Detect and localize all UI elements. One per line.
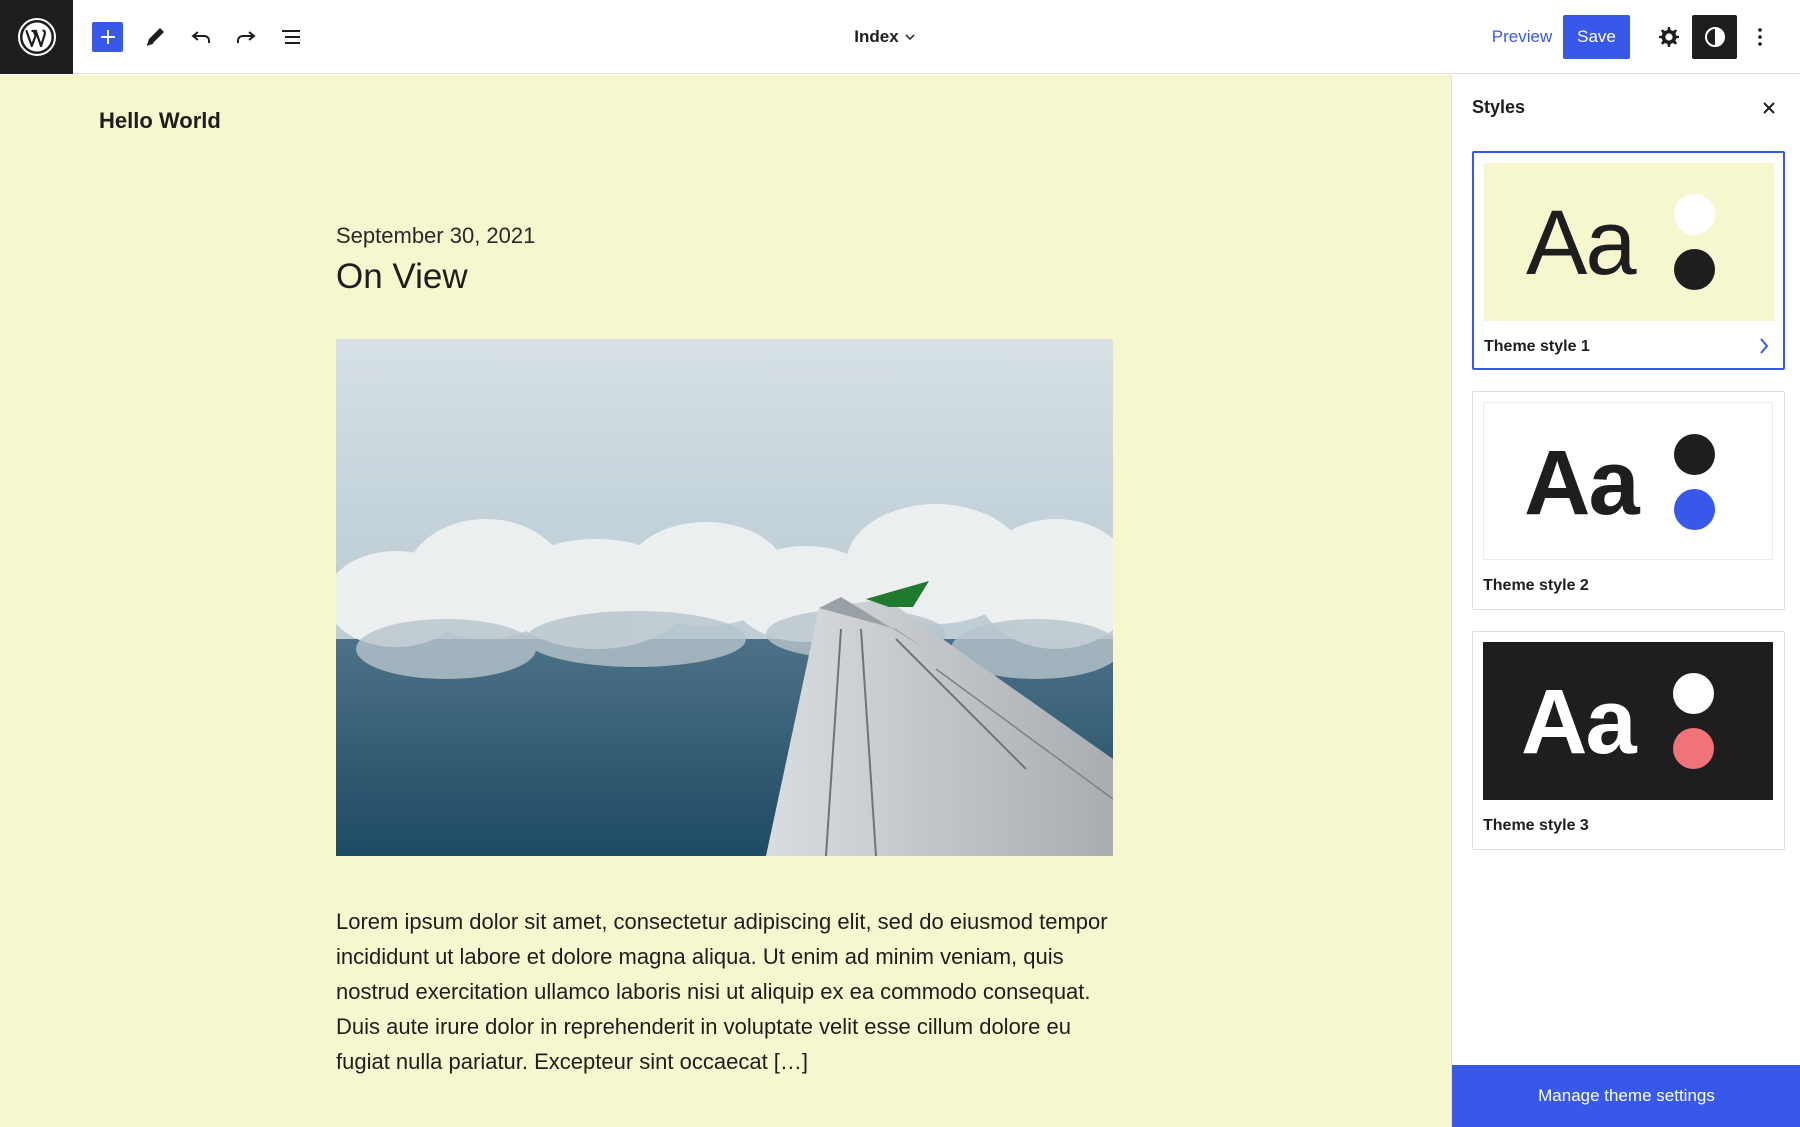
add-block-button[interactable] [92, 22, 123, 52]
wordpress-logo-button[interactable] [0, 0, 73, 74]
pencil-icon [143, 25, 167, 49]
color-swatch [1674, 489, 1715, 530]
color-swatch [1674, 194, 1715, 235]
post-excerpt[interactable]: Lorem ipsum dolor sit amet, consectetur adipiscing elit, sed do eiusmod tempor incididunt ut labore et dolore magna aliqua. Ut enim ad minim veniam, quis nostrud exercitation ullamco laboris nisi ut aliquip ex ea commodo consequat. Duis aute irure dolor in reprehenderit in voluptate velit esse cillum dolore eu fugiat nulla pariatur. Excepteur sint occaecat […] [336, 909, 1108, 1074]
settings-button[interactable] [1649, 17, 1689, 57]
manage-theme-settings-button[interactable]: Manage theme settings [1452, 1065, 1800, 1127]
chevron-down-icon [904, 31, 916, 43]
document-title-dropdown[interactable] [830, 22, 940, 52]
save-button[interactable]: Save [1563, 15, 1630, 59]
list-view-icon [279, 25, 303, 49]
chevron-right-icon [1754, 334, 1774, 358]
theme-style-card-1[interactable] [1472, 151, 1785, 370]
document-title: Index [854, 27, 899, 46]
post-featured-image[interactable] [336, 339, 1113, 856]
style-label: Theme style 2 [1483, 577, 1589, 594]
gear-icon [1657, 25, 1681, 49]
style-label: Theme style 1 [1484, 338, 1590, 355]
site-title[interactable]: Hello World [99, 108, 221, 133]
preview-button[interactable]: Preview [1491, 27, 1553, 46]
theme-style-card-3[interactable] [1472, 631, 1785, 850]
theme-style-card-2[interactable] [1472, 391, 1785, 610]
tools-button[interactable] [135, 17, 175, 57]
undo-icon [189, 25, 213, 49]
styles-sidebar [1451, 75, 1800, 1127]
redo-icon [234, 25, 258, 49]
airplane-wing-image [336, 339, 1113, 856]
post-title[interactable]: On View [336, 257, 468, 296]
close-icon [1761, 100, 1777, 116]
redo-button[interactable] [226, 17, 266, 57]
close-sidebar-button[interactable] [1752, 91, 1786, 125]
typography-sample: Aa [1521, 671, 1635, 773]
editor-header [0, 0, 1800, 74]
wordpress-logo-icon [17, 17, 57, 57]
color-swatch [1673, 673, 1714, 714]
contrast-icon [1703, 25, 1727, 49]
style-preview [1483, 402, 1773, 560]
color-swatch [1674, 249, 1715, 290]
undo-button[interactable] [181, 17, 221, 57]
plus-icon [99, 28, 117, 46]
styles-toggle-button[interactable] [1692, 15, 1737, 59]
list-view-button[interactable] [271, 17, 311, 57]
style-preview [1484, 163, 1774, 321]
typography-sample: Aa [1524, 432, 1638, 534]
style-preview [1483, 642, 1773, 800]
more-vertical-icon [1748, 25, 1772, 49]
options-menu-button[interactable] [1740, 17, 1780, 57]
post-date[interactable]: September 30, 2021 [336, 223, 536, 248]
typography-sample: Aa [1526, 192, 1635, 294]
color-swatch [1673, 728, 1714, 769]
style-label: Theme style 3 [1483, 817, 1589, 834]
editor-canvas[interactable] [0, 75, 1451, 1127]
sidebar-title: Styles [1472, 97, 1526, 117]
color-swatch [1674, 434, 1715, 475]
